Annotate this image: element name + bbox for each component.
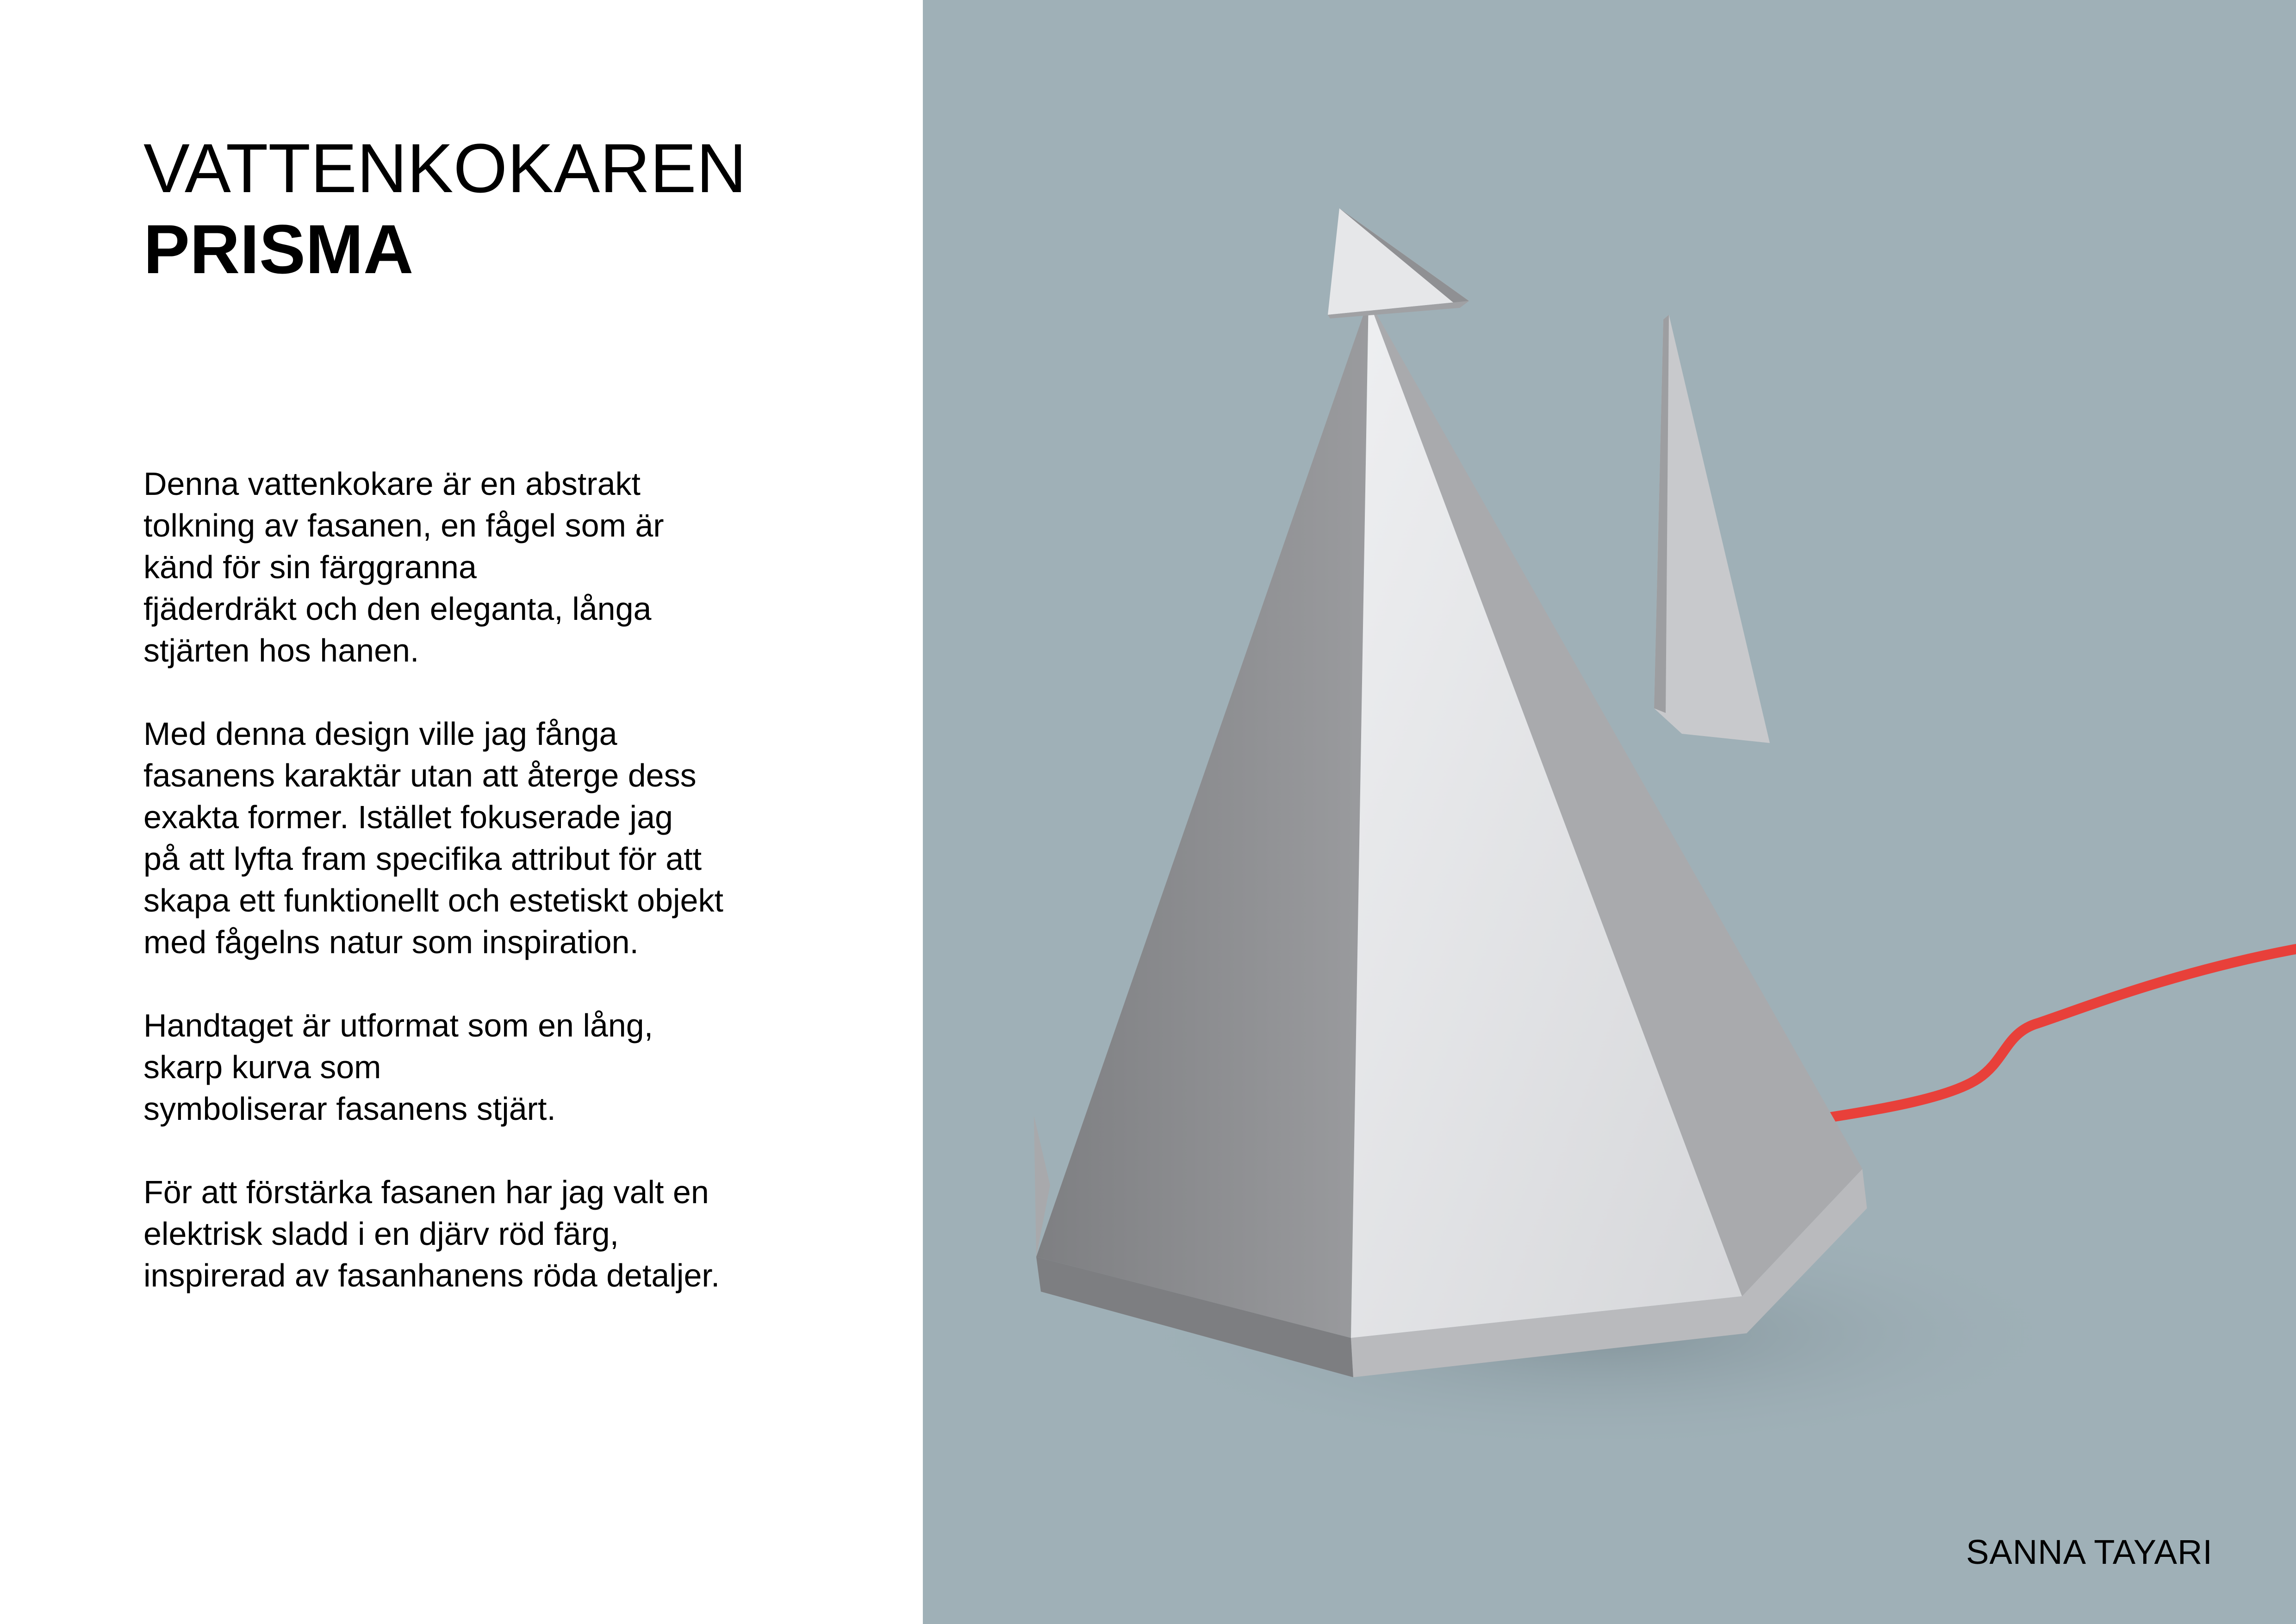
- product-render: [923, 0, 2296, 1624]
- title-product-type: VATTENKOKAREN: [143, 129, 747, 207]
- kettle-illustration: [923, 0, 2296, 1624]
- kettle-lid: [1328, 208, 1469, 315]
- text-line: Denna vattenkokare är en abstrakt: [143, 466, 641, 502]
- text-line: stjärten hos hanen.: [143, 632, 419, 668]
- text-line: inspirerad av fasanhanens röda detaljer.: [143, 1257, 720, 1293]
- paragraph-intro: [143, 463, 838, 671]
- text-line: känd för sin färggranna: [143, 549, 477, 585]
- paragraph-design: [143, 713, 838, 963]
- text-line: fasanens karaktär utan att återge dess: [143, 757, 697, 793]
- description: [143, 463, 838, 1338]
- text-line: med fågelns natur som inspiration.: [143, 924, 639, 960]
- title-product-name: PRISMA: [143, 210, 414, 288]
- text-line: För att förstärka fasanen har jag valt en: [143, 1174, 709, 1210]
- text-panel: [0, 0, 923, 1624]
- kettle-handle: [1654, 315, 1770, 743]
- kettle-face-left: [1036, 300, 1369, 1338]
- text-line: elektrisk sladd i en djärv röd färg,: [143, 1216, 619, 1252]
- text-line: tolkning av fasanen, en fågel som är: [143, 507, 664, 543]
- text-line: skarp kurva som: [143, 1049, 381, 1085]
- paragraph-cord: [143, 1171, 838, 1296]
- text-line: symboliserar fasanens stjärt.: [143, 1091, 556, 1127]
- text-line: Handtaget är utformat som en lång,: [143, 1007, 653, 1043]
- text-line: exakta former. Istället fokuserade jag: [143, 799, 673, 835]
- paragraph-handle: [143, 1005, 838, 1130]
- text-line: på att lyfta fram specifika attribut för att: [143, 841, 702, 877]
- text-line: fjäderdräkt och den eleganta, långa: [143, 591, 652, 627]
- designer-name: SANNA TAYARI: [1966, 1533, 2213, 1571]
- text-line: Med denna design ville jag fånga: [143, 716, 617, 752]
- text-line: skapa ett funktionellt och estetiskt objekt: [143, 882, 723, 918]
- red-cord: [1825, 949, 2296, 1118]
